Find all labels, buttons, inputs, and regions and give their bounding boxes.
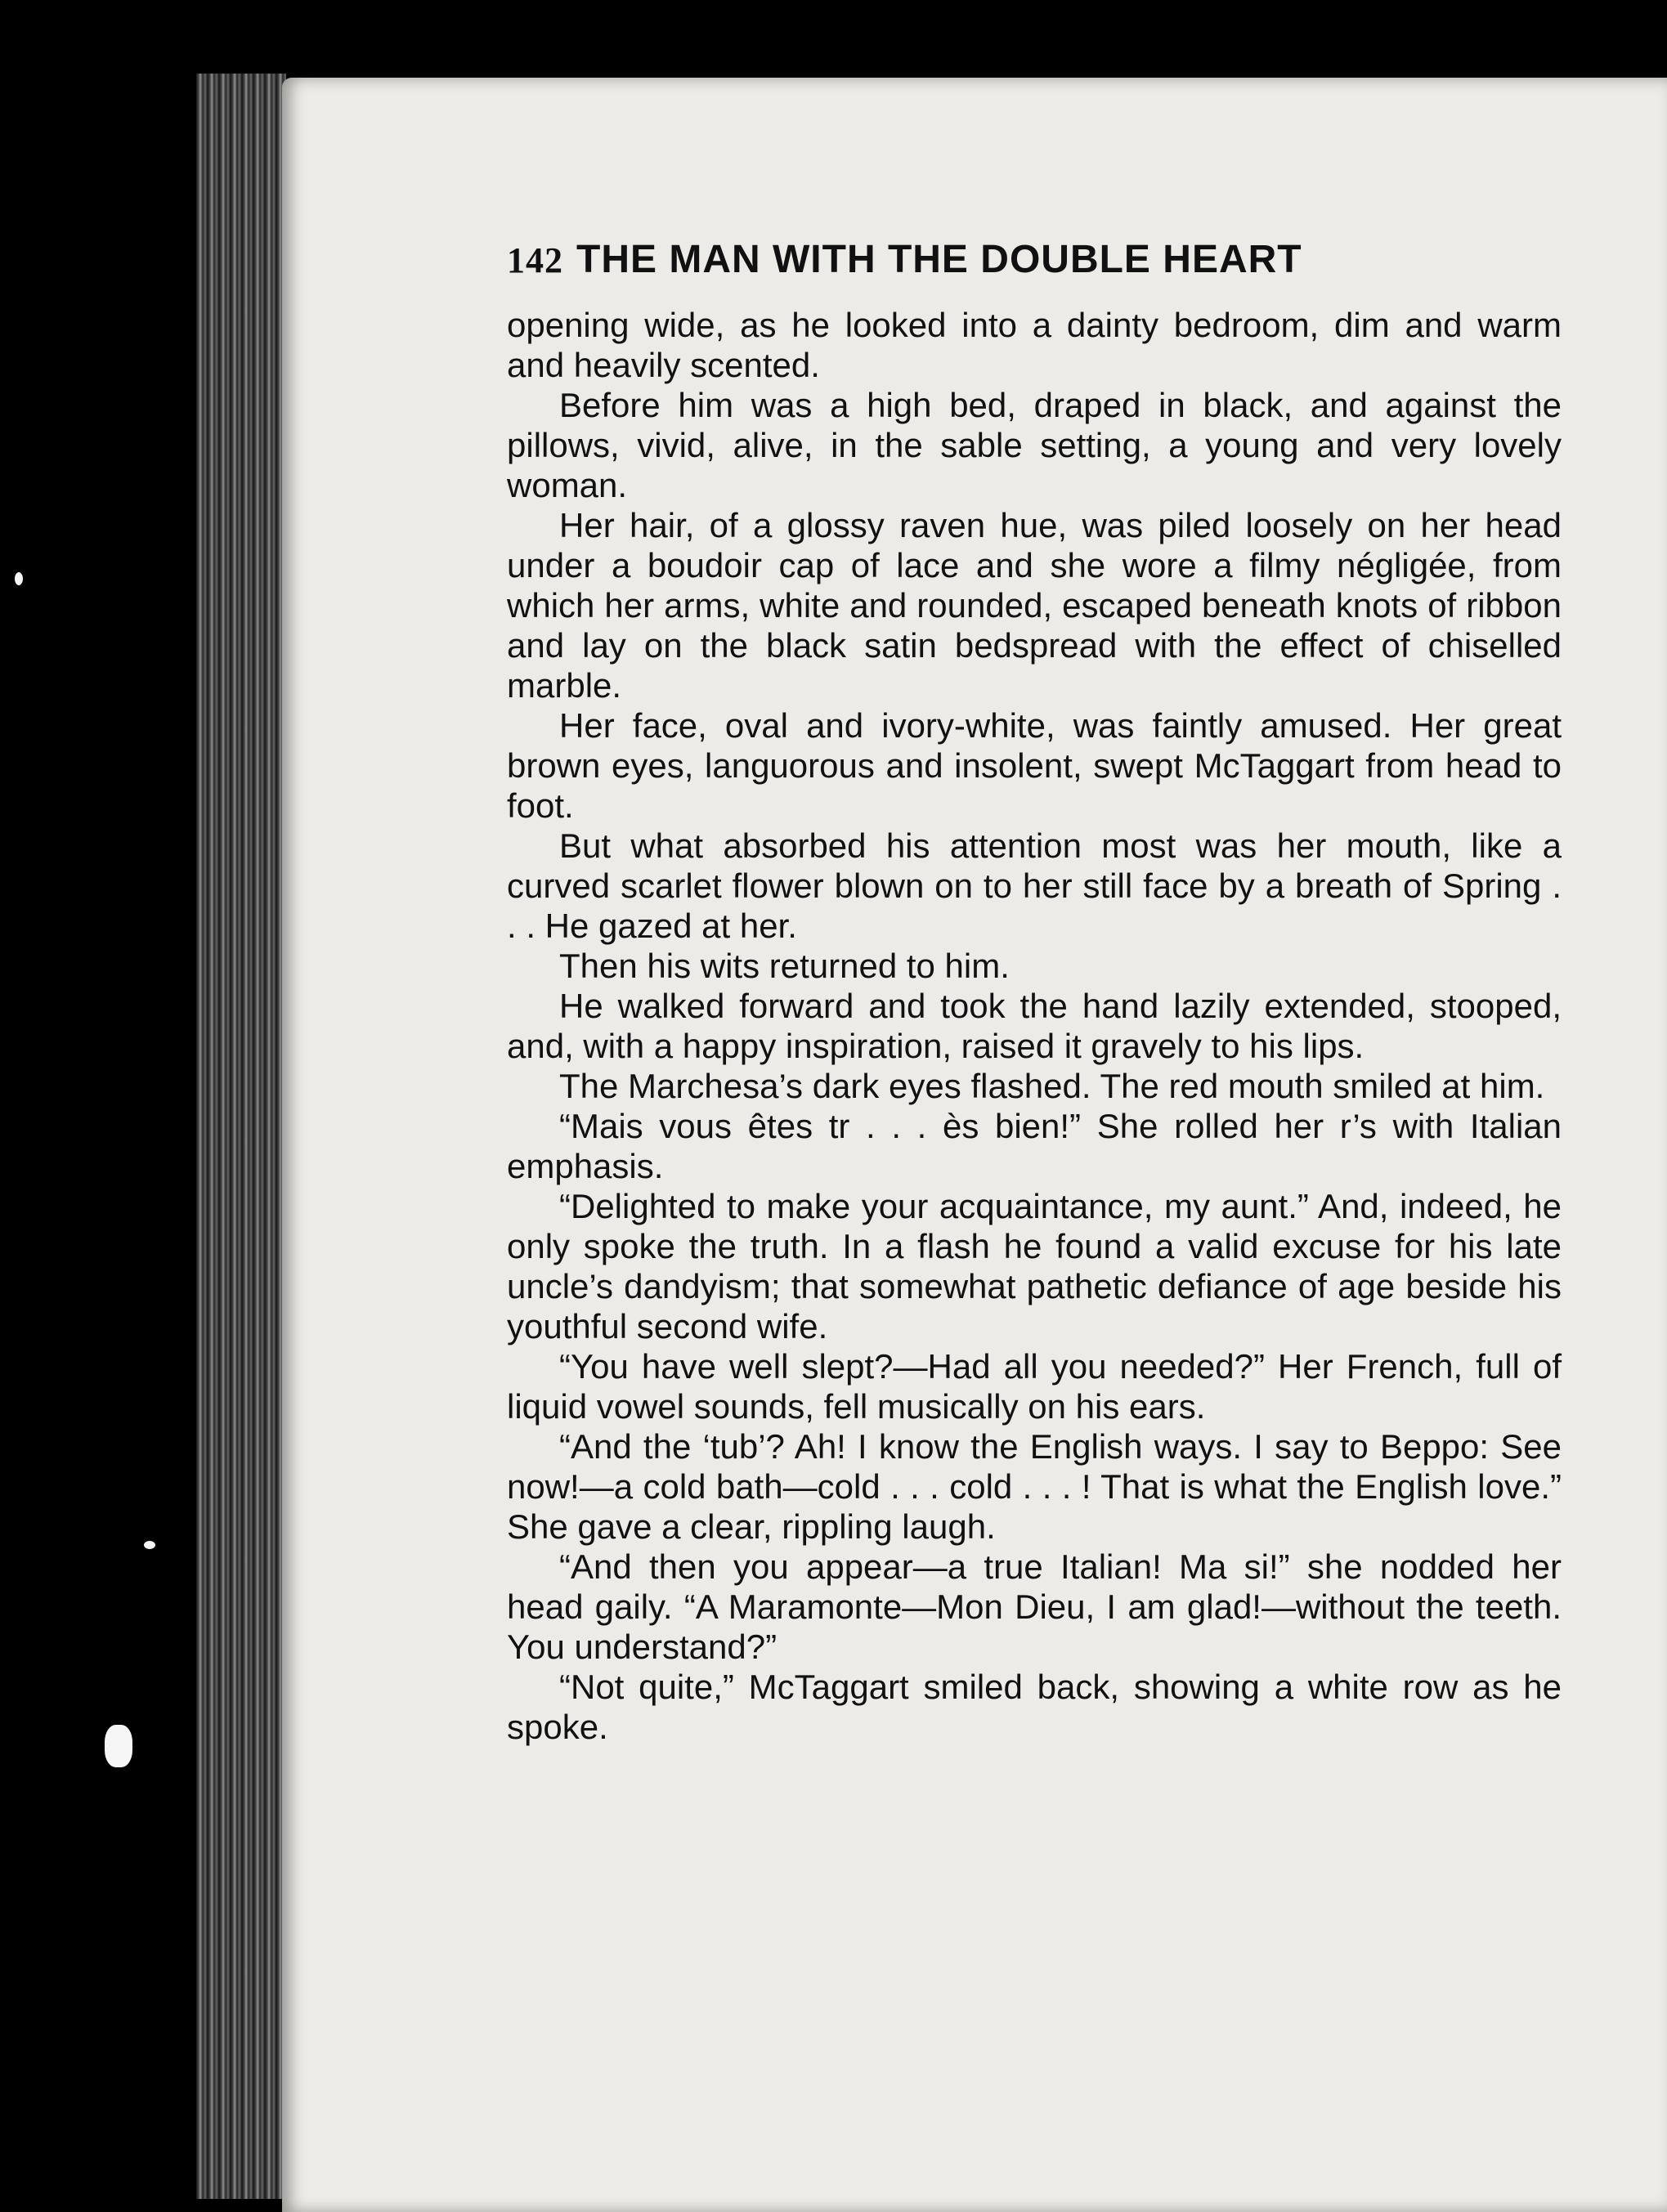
paragraph: opening wide, as he looked into a dainty bedroom, dim and warm and heavily scented. [507, 306, 1562, 384]
paragraph: Her face, oval and ivory-white, was faintly amused. Her great brown eyes, languorous and insolent, swept McTaggart from head to foot. [507, 706, 1562, 825]
page-text [507, 237, 1562, 1747]
paragraph: “Delighted to make your acquaintance, my aunt.” And, indeed, he only spoke the truth. In a flash he found a valid excuse for his late uncle’s dandyism; that somewhat pathetic defiance of age beside his youthful second wife. [507, 1187, 1562, 1346]
paragraph: Before him was a high bed, draped in black, and against the pillows, vivid, alive, in the sable setting, a young and very lovely woman. [507, 386, 1562, 504]
dust-speck [105, 1725, 132, 1767]
page-number: 142 [507, 240, 563, 280]
paragraph: “Not quite,” McTaggart smiled back, showing a white row as he spoke. [507, 1668, 1562, 1746]
paragraph: Then his wits returned to him. [559, 947, 1010, 985]
book-page-edges [196, 74, 286, 2199]
dust-speck [15, 572, 23, 585]
paragraph: “You have well slept?—Had all you needed?” Her French, full of liquid vowel sounds, fell musically on his ears. [507, 1347, 1562, 1426]
paragraph: He walked forward and took the hand lazily extended, stooped, and, with a happy inspiration, raised it gravely to his lips. [507, 987, 1562, 1065]
paragraph: “And the ‘tub’? Ah! I know the English ways. I say to Beppo: See now!—a cold bath—cold . . . cold . . . ! That is what the English love.” She gave a clear, rippling laugh. [507, 1427, 1562, 1546]
paragraph: “Mais vous êtes tr . . . ès bien!” She rolled her r’s with Italian emphasis. [507, 1107, 1562, 1185]
paragraph: But what absorbed his attention most was her mouth, like a curved scarlet flower blown on to her still face by a breath of Spring . . . He gazed at her. [507, 826, 1562, 945]
running-head [507, 237, 1562, 282]
dust-speck [144, 1541, 155, 1549]
paragraph: Her hair, of a glossy raven hue, was piled loosely on her head under a boudoir cap of lace and she wore a filmy négligée, from which her arms, white and rounded, escaped beneath knots of ribbon and lay on the black satin bedspread with the effect of chiselled marble. [507, 506, 1562, 705]
paragraph: The Marchesa’s dark eyes flashed. The red mouth smiled at him. [559, 1067, 1545, 1105]
running-title: THE MAN WITH THE DOUBLE HEART [576, 238, 1302, 281]
paragraph: “And then you appear—a true Italian! Ma si!” she nodded her head gaily. “A Maramonte—Mon Dieu, I am glad!—without the teeth. You understand?” [507, 1547, 1562, 1666]
